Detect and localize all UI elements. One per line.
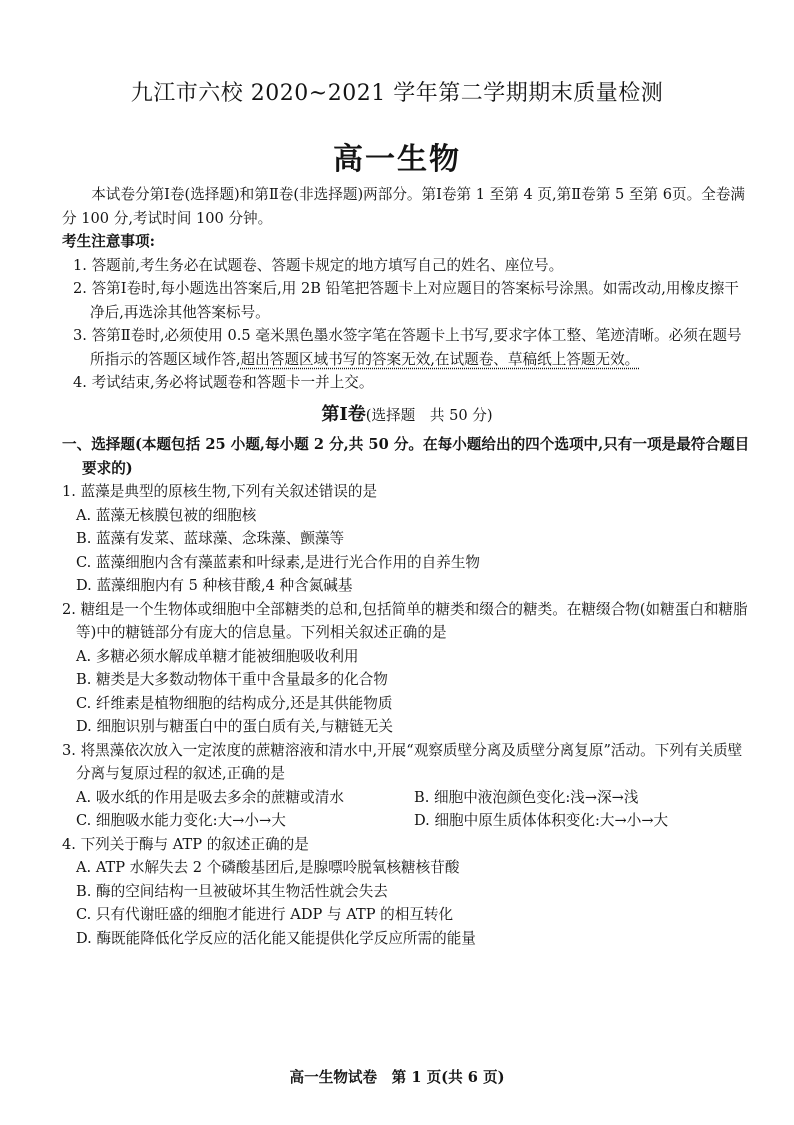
question-option: A. 吸水纸的作用是吸去多余的蔗糖或清水 xyxy=(76,788,344,806)
question-option: C. 纤维素是植物细胞的结构成分,还是其供能物质 xyxy=(76,694,393,712)
question-option: D. 蓝藻细胞内有 5 种核苷酸,4 种含氮碱基 xyxy=(76,577,353,594)
intro-line-1: 本试卷分第Ⅰ卷(选择题)和第Ⅱ卷(非选择题)两部分。第Ⅰ卷第 1 至第 4 页,第Ⅱ卷第 5 至第 6 xyxy=(91,186,672,203)
question-stem: 4. 下列关于酶与 ATP 的叙述正确的是 xyxy=(62,835,309,853)
section-subtitle: (选择题 共 50 分) xyxy=(365,406,493,424)
section-title: 第Ⅰ卷 xyxy=(321,403,366,425)
notice-item-3-emphasis: 超出答题区域书写的答案无效,在试题卷、草稿纸上答题无效。 xyxy=(240,350,640,368)
intro-paragraph xyxy=(62,183,752,230)
question-option: C. 细胞吸水能力变化:大→小→大 xyxy=(76,812,286,829)
question-option: D. 酶既能降低化学反应的活化能又能提供化学反应所需的能量 xyxy=(76,929,476,947)
question-option: C. 蓝藻细胞内含有藻蓝素和叶绿素,是进行光合作用的自养生物 xyxy=(76,553,481,571)
question-option: B. 细胞中液泡颜色变化:浅→深→浅 xyxy=(414,788,639,806)
question-stem: 3. 将黑藻依次放入一定浓度的蔗糖溶液和清水中,开展“观察质壁分离及质壁分离复原”活动。下列有关质壁分离与复原过程的叙述,正确的是 xyxy=(62,741,743,782)
question-option: D. 细胞识别与糖蛋白中的蛋白质有关,与糖链无关 xyxy=(76,718,393,735)
notice-item-4: 4. 考试结束,务必将试题卷和答题卡一并上交。 xyxy=(73,374,374,391)
question-stem: 1. 蓝藻是典型的原核生物,下列有关叙述错误的是 xyxy=(62,483,378,500)
question-option: D. 细胞中原生质体体积变化:大→小→大 xyxy=(414,812,669,829)
notice-item-3-text: 3. 答第Ⅱ卷时,必须使用 0.5 毫米黑色墨水签字笔在答题卡上书写,要求字体工整、笔迹清晰。必须在题号所指示的答题区域作答, xyxy=(73,327,742,368)
question-option: B. 糖类是大多数动物体干重中含量最多的化合物 xyxy=(76,671,388,688)
page-footer: 高一生物试卷 第 1 页(共 6 页) xyxy=(289,1069,505,1086)
subject-title: 高一生物 xyxy=(333,142,461,177)
question-option: C. 只有代谢旺盛的细胞才能进行 ADP 与 ATP 的相互转化 xyxy=(76,906,454,923)
notice-item-2: 2. 答第Ⅰ卷时,每小题选出答案后,用 2B 铅笔把答题卡上对应题目的答案标号涂黑。如需改动,用橡皮擦干净后,再选涂其他答案标号。 xyxy=(73,280,739,321)
question-option: B. 蓝藻有发菜、蓝球藻、念珠藻、颤藻等 xyxy=(76,530,345,547)
part-heading: 一、选择题(本题包括 25 小题,每小题 2 分,共 50 分。在每小题给出的四个选项中,只有一项是最符合题目要求的) xyxy=(62,436,750,477)
question-option: A. 蓝藻无核膜包被的细胞核 xyxy=(76,506,257,524)
exam-title: 九江市六校 2020~2021 学年第二学期期末质量检测 xyxy=(130,81,664,106)
exam-body xyxy=(62,183,752,950)
option-row xyxy=(62,809,752,833)
question-option: B. 酶的空间结构一旦被破坏其生物活性就会失去 xyxy=(76,882,388,900)
question-option: A. ATP 水解失去 2 个磷酸基团后,是腺嘌呤脱氧核糖核苷酸 xyxy=(76,859,460,876)
intro-line-2: 页。全卷满分 100 分,考试时间 100 分钟。 xyxy=(62,186,745,227)
notice-heading: 考生注意事项: xyxy=(62,233,155,250)
section-heading xyxy=(62,403,752,428)
question-stem: 2. 糖组是一个生物体或细胞中全部糖类的总和,包括简单的糖类和缀合的糖类。在糖缀合物(如糖蛋白和糖脂等)中的糖链部分有庞大的信息量。下列相关叙述正确的是 xyxy=(62,600,748,641)
notice-item-3 xyxy=(62,324,752,371)
notice-item-1: 1. 答题前,考生务必在试题卷、答题卡规定的地方填写自己的姓名、座位号。 xyxy=(73,256,564,274)
option-row xyxy=(62,786,752,810)
question-option: A. 多糖必须水解成单糖才能被细胞吸收利用 xyxy=(76,647,359,665)
